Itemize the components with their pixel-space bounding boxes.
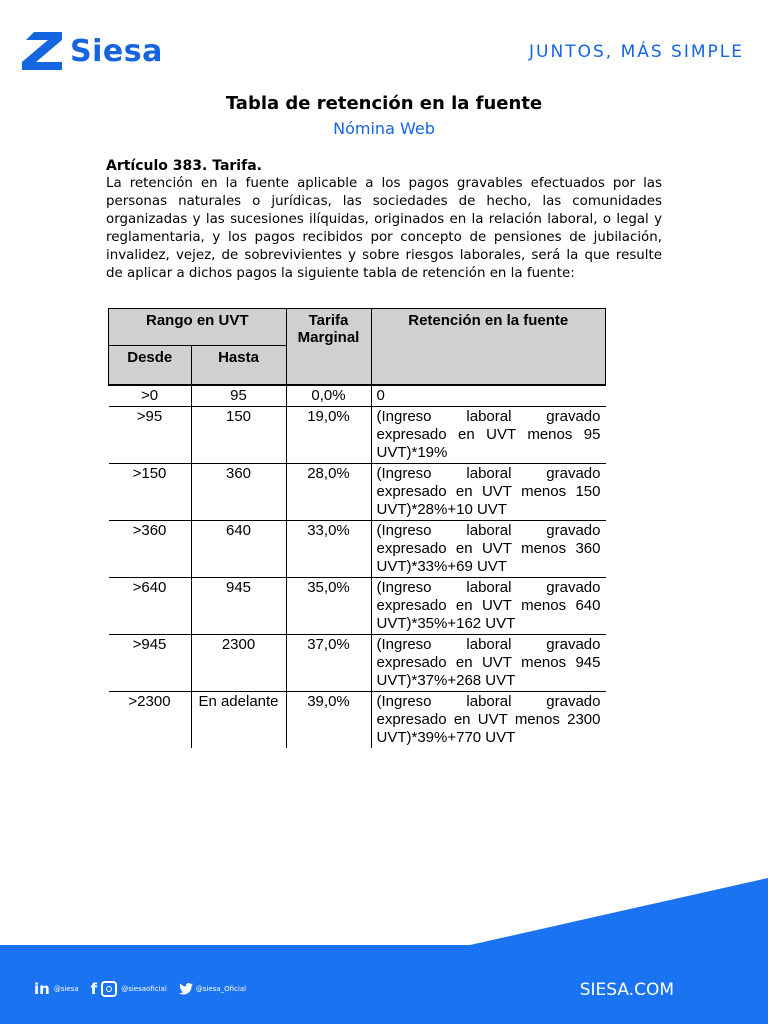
header-to: Hasta xyxy=(191,346,286,386)
table-row xyxy=(109,464,606,521)
cell-rate: 33,0% xyxy=(286,521,371,578)
document-title: Tabla de retención en la fuente xyxy=(225,93,543,114)
cell-withholding xyxy=(371,464,606,521)
table-row xyxy=(109,521,606,578)
withholding-table xyxy=(108,308,606,748)
brand-name: Siesa xyxy=(70,33,163,69)
social-links xyxy=(34,980,258,998)
withholding-line: (Ingreso laboral gravado xyxy=(376,408,601,425)
twitter-icon[interactable] xyxy=(179,983,193,995)
withholding-line: expresado en UVT menos 360 xyxy=(376,540,601,557)
withholding-line: (Ingreso laboral gravado xyxy=(376,636,601,653)
cell-to: 640 xyxy=(191,521,286,578)
footer-band xyxy=(0,870,768,1024)
withholding-line: expresado en UVT menos 945 xyxy=(376,654,601,671)
header-range: Rango en UVT xyxy=(109,309,287,346)
twitter-handle[interactable]: @siesa_Oficial xyxy=(195,985,247,993)
cell-rate: 35,0% xyxy=(286,578,371,635)
withholding-line: (Ingreso laboral gravado xyxy=(376,693,601,710)
table-row xyxy=(109,692,606,749)
withholding-line: 0 xyxy=(376,387,385,404)
cell-from: >945 xyxy=(109,635,192,692)
siesa-logo xyxy=(22,32,163,70)
article-body: La retención en la fuente aplicable a los pagos gravables efectuados por las personas naturales o jurídicas, las sociedades de hecho, las comunidades organizadas y las sucesiones ilíquidas, originados en la relación laboral, o legal y reglamentaria, y los pagos recibidos por concepto de pensiones de jubilación, invalidez, vejez, de sobrevivientes y sobre riesgos laborales, será la que resulte de aplicar a dichos pagos la siguiente tabla de retención en la fuente: xyxy=(106,176,662,281)
table-row xyxy=(109,407,606,464)
instagram-icon[interactable] xyxy=(101,981,117,997)
linkedin-icon[interactable]: in xyxy=(34,980,50,998)
cell-to: 95 xyxy=(191,385,286,407)
cell-rate: 39,0% xyxy=(286,692,371,749)
header-from: Desde xyxy=(109,346,192,386)
cell-rate: 37,0% xyxy=(286,635,371,692)
withholding-line: UVT)*39%+770 UVT xyxy=(376,729,516,746)
article-heading: Artículo 383. Tarifa. xyxy=(106,158,262,174)
withholding-line: (Ingreso laboral gravado xyxy=(376,579,601,596)
article xyxy=(106,158,662,283)
website-link[interactable]: SIESA.COM xyxy=(579,980,674,1000)
page-header xyxy=(0,0,768,90)
cell-withholding xyxy=(371,578,606,635)
table-row xyxy=(109,635,606,692)
document-subtitle: Nómina Web xyxy=(333,119,435,138)
cell-to: 360 xyxy=(191,464,286,521)
cell-from: >0 xyxy=(109,385,192,407)
cell-withholding xyxy=(371,385,606,407)
withholding-line: UVT)*37%+268 UVT xyxy=(376,672,516,689)
cell-rate: 0,0% xyxy=(286,385,371,407)
cell-withholding xyxy=(371,692,606,749)
cell-to: En adelante xyxy=(191,692,286,749)
cell-withholding xyxy=(371,407,606,464)
cell-from: >95 xyxy=(109,407,192,464)
instagram-handle[interactable]: @siesaoficial xyxy=(121,985,167,993)
cell-withholding xyxy=(371,521,606,578)
withholding-line: UVT)*35%+162 UVT xyxy=(376,615,516,632)
header-rate: Tarifa Marginal xyxy=(286,309,371,386)
withholding-line: UVT)*33%+69 UVT xyxy=(376,558,507,575)
cell-to: 945 xyxy=(191,578,286,635)
withholding-line: (Ingreso laboral gravado xyxy=(376,522,601,539)
facebook-icon[interactable]: f xyxy=(90,980,98,998)
withholding-line: expresado en UVT menos 95 xyxy=(376,426,601,443)
withholding-line: expresado en UVT menos 640 xyxy=(376,597,601,614)
table-row xyxy=(109,385,606,407)
cell-rate: 28,0% xyxy=(286,464,371,521)
cell-to: 2300 xyxy=(191,635,286,692)
cell-from: >640 xyxy=(109,578,192,635)
cell-from: >2300 xyxy=(109,692,192,749)
header-withholding: Retención en la fuente xyxy=(371,309,606,386)
withholding-line: UVT)*19% xyxy=(376,444,448,461)
table-row xyxy=(109,578,606,635)
siesa-logo-icon xyxy=(22,32,62,70)
cell-from: >360 xyxy=(109,521,192,578)
withholding-line: expresado en UVT menos 2300 xyxy=(376,711,601,728)
footer-background xyxy=(0,870,768,1024)
withholding-line: UVT)*28%+10 UVT xyxy=(376,501,507,518)
cell-withholding xyxy=(371,635,606,692)
cell-from: >150 xyxy=(109,464,192,521)
withholding-line: expresado en UVT menos 150 xyxy=(376,483,601,500)
slogan: JUNTOS, MÁS SIMPLE xyxy=(529,42,744,62)
linkedin-handle[interactable]: @siesa xyxy=(53,985,79,993)
cell-to: 150 xyxy=(191,407,286,464)
cell-rate: 19,0% xyxy=(286,407,371,464)
withholding-line: (Ingreso laboral gravado xyxy=(376,465,601,482)
